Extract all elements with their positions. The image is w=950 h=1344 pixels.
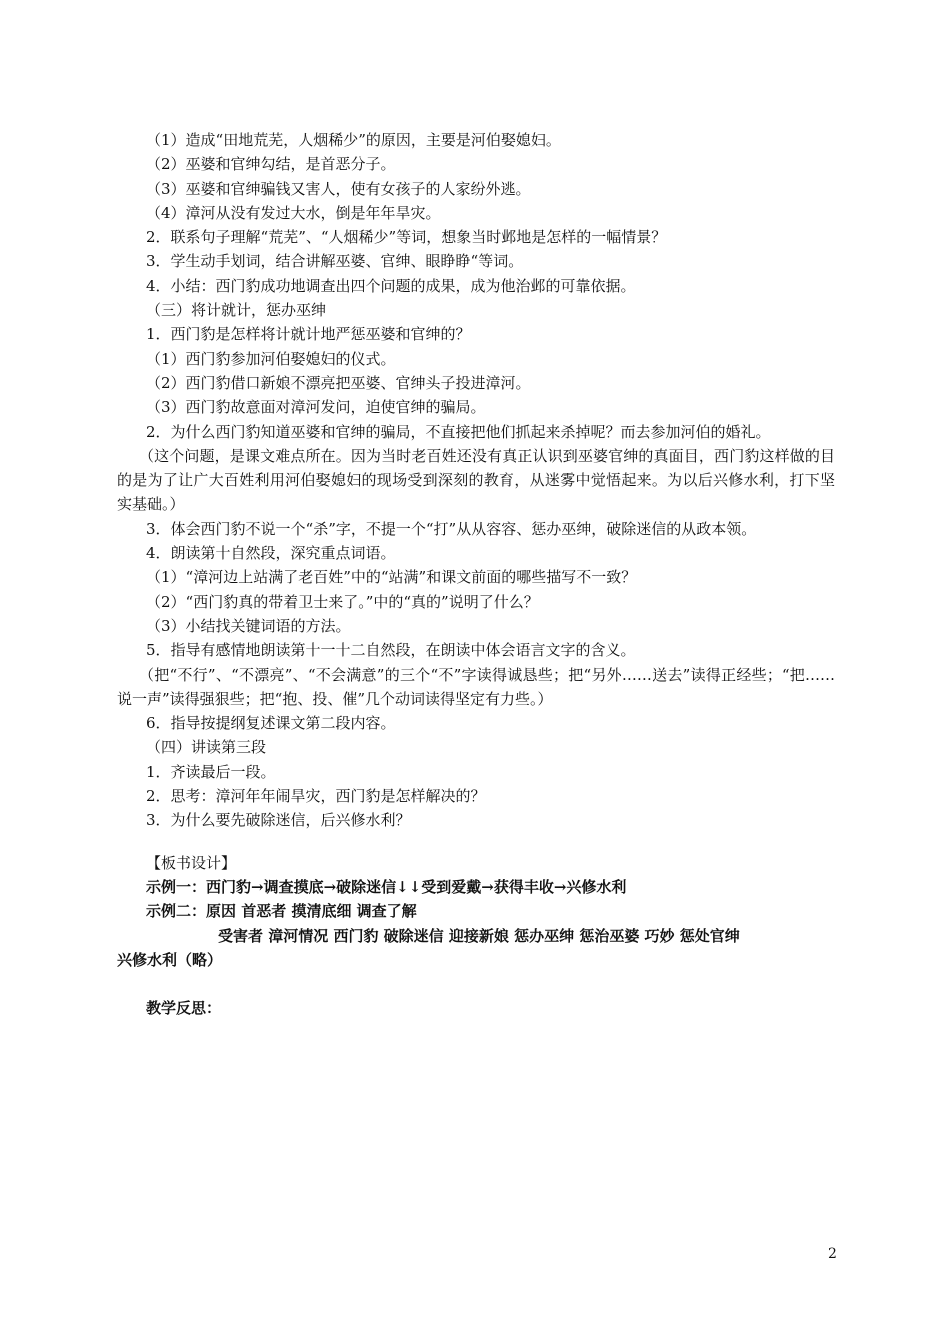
text-line: （四）讲读第三段 bbox=[146, 738, 267, 757]
text-line: （三）将计就计，惩办巫绅 bbox=[146, 301, 327, 320]
text-line: （3）西门豹故意面对漳河发问，迫使官绅的骗局。 bbox=[146, 398, 486, 417]
text-line: 3．体会西门豹不说一个“杀”字，不提一个“打”从从容容、惩办巫绅，破除迷信的从政本领。 bbox=[146, 519, 757, 538]
board-example-two-line3: 兴修水利（略） bbox=[117, 950, 223, 969]
board-design-heading: 【板书设计】 bbox=[146, 853, 237, 872]
paragraph-explanation: （这个问题，是课文难点所在。因为当时老百姓还没有真正认识到巫婆官绅的真面目，西门豹这样做的目的是为了让广大百姓利用河伯娶媳妇的现场受到深刻的教育，从迷雾中觉悟起来。为以后兴修水利，打下坚实基础。） bbox=[117, 446, 835, 514]
text-line: （1）造成“田地荒芜，人烟稀少”的原因，主要是河伯娶媳妇。 bbox=[146, 131, 561, 149]
board-example-two: 示例二：原因 首恶者 摸清底细 调查了解 bbox=[146, 902, 417, 921]
teaching-reflection-label: 教学反思： bbox=[146, 999, 222, 1018]
text-line: （2）“西门豹真的带着卫士来了。”中的“真的”说明了什么？ bbox=[146, 592, 539, 611]
text-line: 5．指导有感情地朗读第十一十二自然段，在朗读中体会语言文字的含义。 bbox=[146, 641, 636, 660]
text-line: （2）巫婆和官绅勾结，是首恶分子。 bbox=[146, 155, 396, 174]
board-example-two-line2: 受害者 漳河情况 西门豹 破除迷信 迎接新娘 惩办巫绅 惩治巫婆 巧妙 惩处官绅 bbox=[218, 926, 740, 945]
text-line: 1．西门豹是怎样将计就计地严惩巫婆和官绅的？ bbox=[146, 325, 471, 344]
page-number: 2 bbox=[828, 1246, 837, 1262]
text-line: 1．齐读最后一段。 bbox=[146, 762, 276, 781]
text-line: 4．小结：西门豹成功地调查出四个问题的成果，成为他治邺的可靠依据。 bbox=[146, 276, 636, 295]
text-line: （3）巫婆和官绅骗钱又害人，使有女孩子的人家纷外逃。 bbox=[146, 179, 531, 198]
section-three-lines bbox=[117, 711, 835, 832]
text-line: （4）漳河从没有发过大水，倒是年年旱灾。 bbox=[146, 203, 441, 222]
text-line: （1）“漳河边上站满了老百姓”中的“站满”和课文前面的哪些描写不一致？ bbox=[146, 568, 637, 587]
text-line: 3．为什么要先破除迷信，后兴修水利？ bbox=[146, 811, 411, 830]
board-example-one: 示例一：西门豹→调查摸底→破除迷信↓↓受到爱戴→获得丰收→兴修水利 bbox=[146, 877, 627, 896]
text-line: 4．朗读第十自然段，深究重点词语。 bbox=[146, 544, 396, 563]
text-line: 2．思考：漳河年年闹旱灾，西门豹是怎样解决的？ bbox=[146, 787, 486, 806]
text-line: 6．指导按提纲复述课文第二段内容。 bbox=[146, 714, 396, 733]
text-line: 2．联系句子理解“荒芜”、“人烟稀少”等词，想象当时邺地是怎样的一幅情景？ bbox=[146, 228, 667, 247]
text-line: 3．学生动手划词，结合讲解巫婆、官绅、眼睁睁“等词。 bbox=[146, 252, 524, 271]
document-body bbox=[117, 128, 835, 1020]
section-two-lines bbox=[117, 128, 835, 444]
text-line: 2．为什么西门豹知道巫婆和官绅的骗局，不直接把他们抓起来杀掉呢？而去参加河伯的婚礼。 bbox=[146, 422, 771, 441]
text-line: （3）小结找关键词语的方法。 bbox=[146, 616, 351, 635]
paragraph-reading-guide: （把“不行”、“不漂亮”、“不会满意”的三个“不”字读得诚恳些；把“另外……送去”读得正经些；“把……说一声”读得强狠些；把“抱、投、催”几个动词读得坚定有力些。） bbox=[117, 665, 835, 708]
text-line: （1）西门豹参加河伯娶媳妇的仪式。 bbox=[146, 349, 396, 368]
section-two-continued bbox=[117, 517, 835, 663]
text-line: （2）西门豹借口新娘不漂亮把巫婆、官绅头子投进漳河。 bbox=[146, 373, 531, 392]
